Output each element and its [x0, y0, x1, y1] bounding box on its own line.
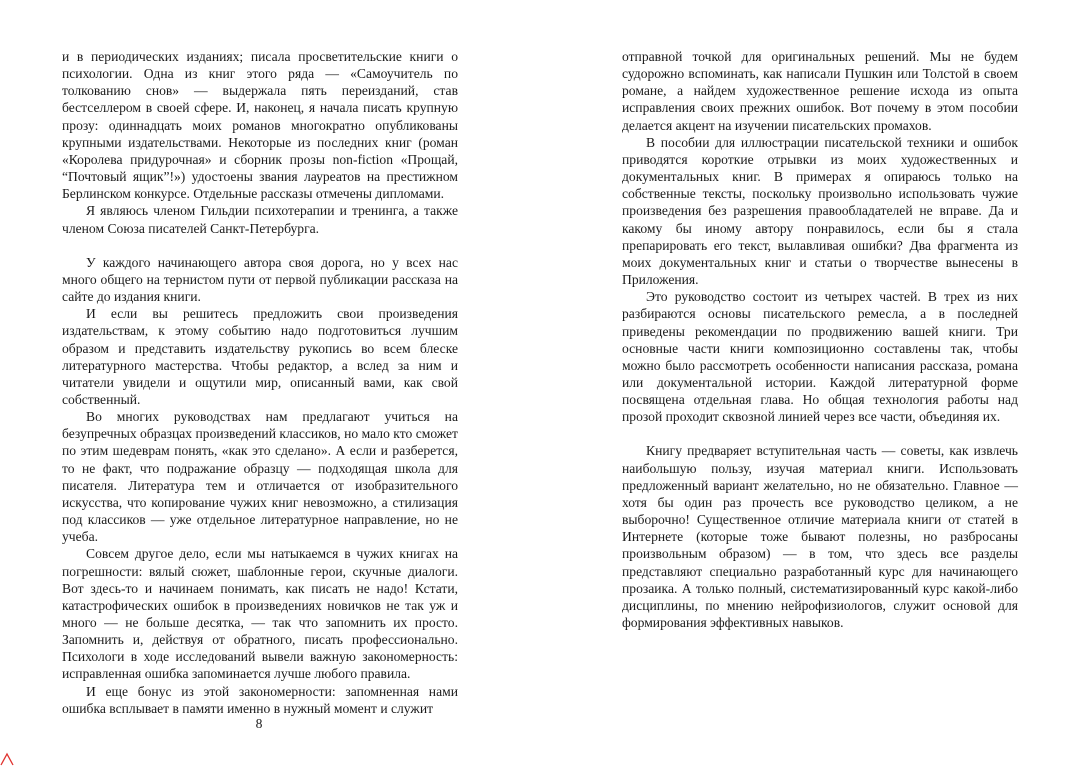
left-paragraph-5: Во многих руководствах нам предлагают учиться на безупречных образцах произведений классиков, но мало кто сможет по этим шедеврам понять, «как это сделано». А если и разберется, то не факт, что подражание образцу — подходящая школа для писателя. Литература тем и отличается от изобразительного искусства, что копирование чужих книг невозможно, а стилизация под классиков — уже отдельное литературное направление, но не учеба. [62, 409, 458, 545]
right-paragraph-2: В пособии для иллюстрации писательской техники и ошибок приводятся короткие отрывки из моих художественных и документальных книг. В примерах я опираюсь только на собственные тексты, поскольку произвольно использовать чужие произведения без разрешения правообладателей не вправе. Да и какому бы иному автору понравилось, если бы я стала препарировать его текст, вылавливая ошибки? Два фрагмента из моих документальных книг и статьи о творчестве вынесены в Приложения. [622, 134, 1018, 288]
right-paragraph-4: Книгу предваряет вступительная часть — советы, как извлечь наибольшую пользу, изучая материал книги. Использовать предложенный вариант желательно, но не обязательно. Главное — хотя бы один раз прочесть все руководство целиком, а не выборочно! Существенное отличие материала книги от статей в Интернете (которые тоже бывают полезны, но разбросаны произвольным образом) — в том, что здесь все разделы представляют специально разработанный курс для начинающего прозаика. А только полный, систематизированный курс какой-либо дисциплины, по мнению нейрофизиологов, служит основой для формирования эффективных навыков. [622, 443, 1018, 630]
page-number: 8 [255, 716, 263, 731]
left-paragraph-6: Совсем другое дело, если мы натыкаемся в чужих книгах на погрешности: вялый сюжет, шаблонные герои, скучные диалоги. Вот здесь-то и начинаем понимать, как писать не надо! Кстати, катастрофических ошибок в произведениях новичков не так уж и много — не больше десятка, — так что запомнить их просто. Запомнить и, действуя от обратного, писать профессионально. Психологи в ходе исследований вывели важную закономерность: исправленная ошибка запоминается лучше любого правила. [62, 546, 458, 682]
left-paragraph-2: Я являюсь членом Гильдии психотерапии и тренинга, а также членом Союза писателей Санкт-Петербурга. [62, 203, 458, 236]
left-paragraph-4: И если вы решитесь предложить свои произведения издательствам, к этому событию надо подготовиться лучшим образом и представить издательству рукопись во всем блеске литературного мастерства. Чтобы редактор, а вслед за ним и читатели увидели и ощутили мир, описанный вами, как свой собственный. [62, 306, 458, 407]
right-paragraph-3: Это руководство состоит из четырех частей. В трех из них разбираются основы писательского ремесла, а в последней приведены рекомендации по продвижению вашей книги. Три основные части книги композиционно составлены так, чтобы можно было рассмотреть особенности написания рассказа, романа или документальной истории. Каждой литературной форме посвящена отдельная глава. Но общая технология работы над прозой проходит сквозной линией через все части, объединяя их. [622, 289, 1018, 425]
left-paragraph-1: и в периодических изданиях; писала просветительские книги о психологии. Одна из книг этого ряда — «Самоучитель по толкованию снов» — выдержала пять переизданий, став бестселлером в своей сфере. И, наконец, я начала писать крупную прозу: одиннадцать моих романов многократно опубликованы крупными издательствами. Некоторые из последних книг (роман «Королева придурочная» и сборник прозы non-fiction «Прощай, “Почтовый ящик”!») удостоены звания лауреатов на престижном Берлинском конкурсе. Отдельные рассказы отмечены дипломами. [62, 49, 458, 202]
right-paragraph-1: отправной точкой для оригинальных решений. Мы не будем судорожно вспоминать, как написали Пушкин или Толстой в своем романе, а найдем художественное решение исхода из опыта исправления своих прежних ошибок. Вот почему в этом пособии делается акцент на изучении писательских промахов. [622, 49, 1018, 133]
crop-mark-stroke [1, 754, 13, 765]
left-paragraph-7: И еще бонус из этой закономерности: запомненная нами ошибка всплывает в памяти именно в нужный момент и служит [62, 683, 458, 716]
right-page [622, 48, 1018, 631]
left-paragraph-3: У каждого начинающего автора своя дорога, но у всех нас много общего на тернистом пути от первой публикации рассказа на сайте до издания книги. [62, 254, 458, 305]
crop-mark-icon [0, 748, 14, 766]
left-page [62, 48, 458, 717]
